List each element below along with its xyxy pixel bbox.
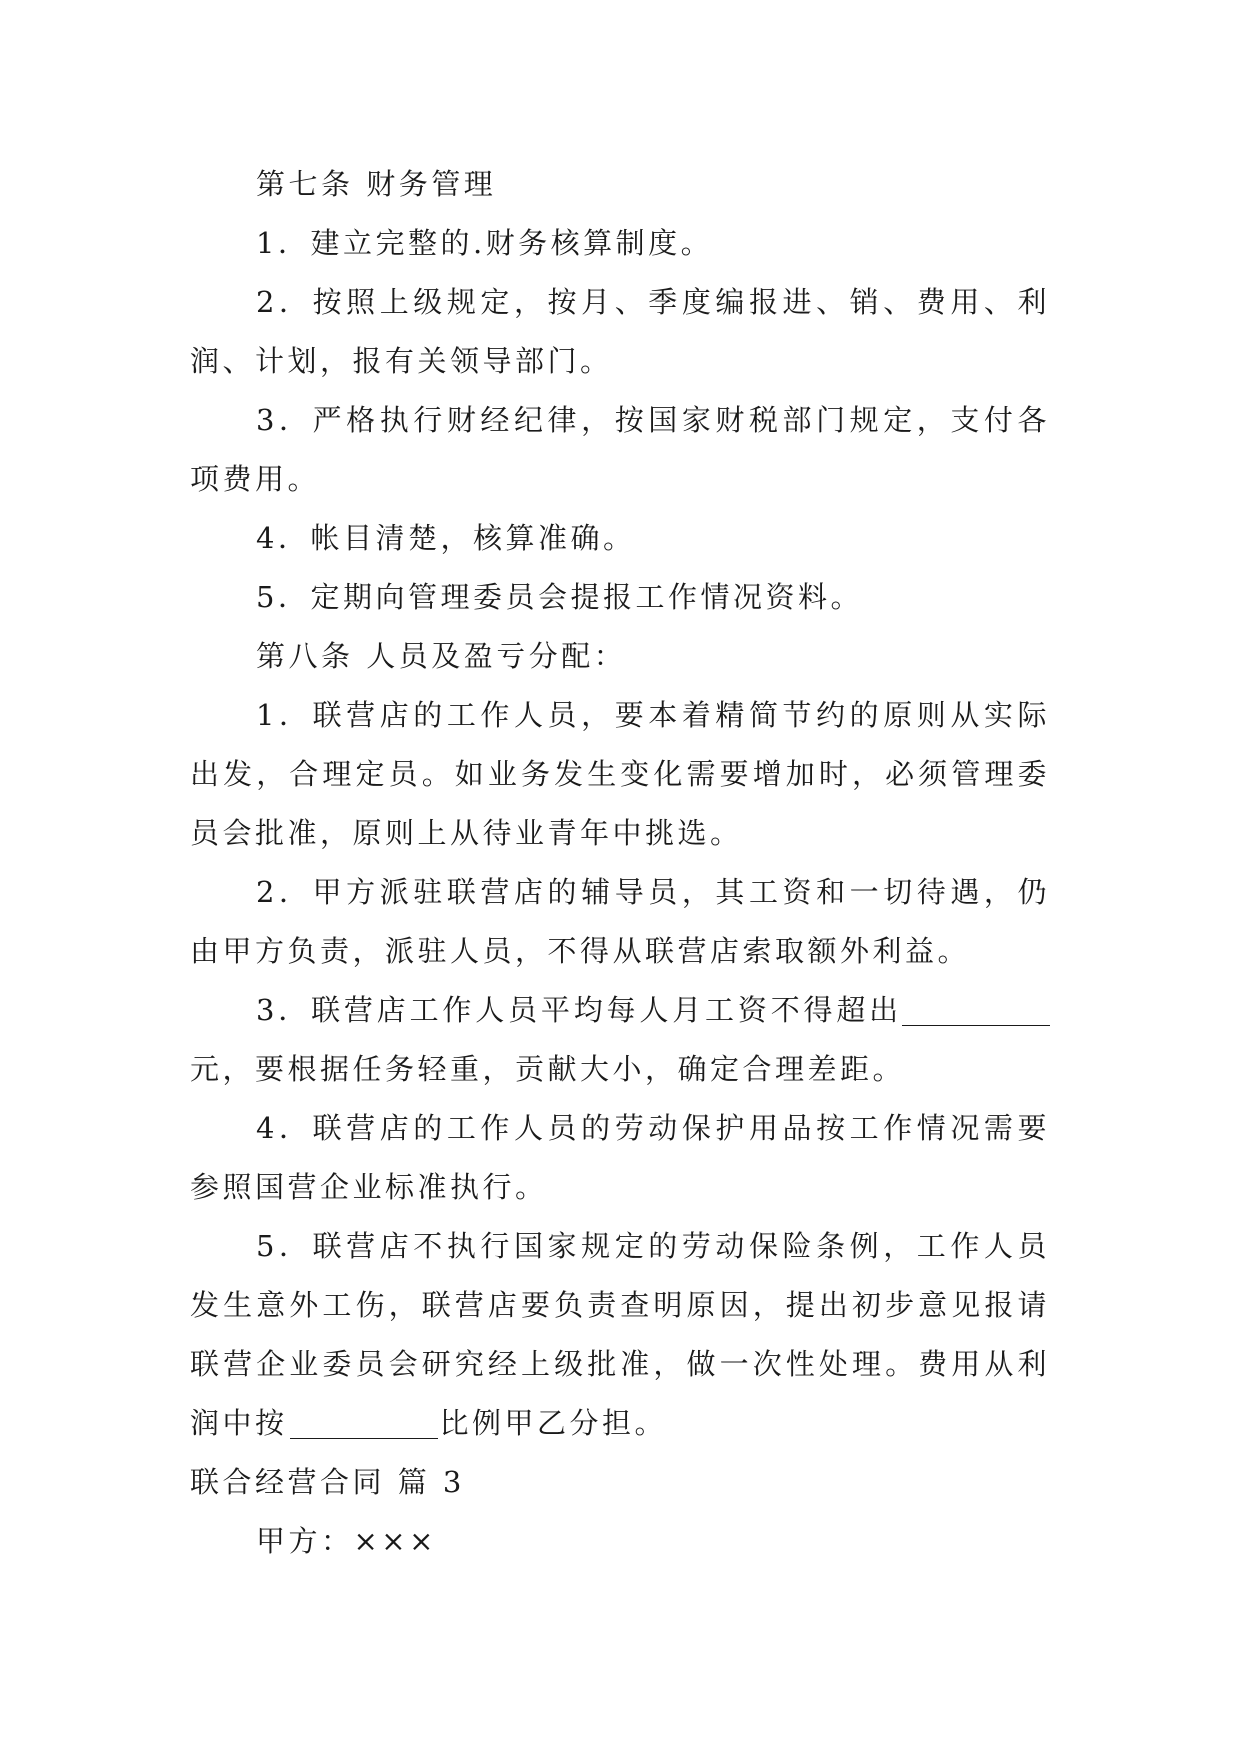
article-7-item-1: 1．建立完整的.财务核算制度。 [256,226,714,260]
article-8-item-2: 2．甲方派驻联营店的辅导员，其工资和一切待遇，仍由甲方负责，派驻人员，不得从联营店索取额外利益。 [190,875,1050,968]
ratio-blank-field[interactable] [290,1408,438,1439]
article-8-item-4: 4．联营店的工作人员的劳动保护用品按工作情况需要参照国营企业标准执行。 [190,1111,1050,1204]
article-7-item-5: 5．定期向管理委员会提报工作情况资料。 [256,580,863,614]
document-body [190,155,1050,1571]
article-8-heading: 第八条 人员及盈亏分配： [256,639,627,673]
article-8-item-5-text-before: 5．联营店不执行国家规定的劳动保险条例，工作人员发生意外工伤，联营店要负责查明原因，提出初步意见报请联营企业委员会研究经上级批准，做一次性处理。费用从利润中按 [190,1229,1050,1440]
article-8-item-3 [190,981,1050,1099]
article-8-item-3-text-before: 3．联营店工作人员平均每人月工资不得超出 [256,993,902,1027]
section-title: 联合经营合同 篇 3 [190,1465,465,1499]
article-8-item-3-text-after: 元，要根据任务轻重，贡献大小，确定合理差距。 [190,1052,906,1086]
article-8-item-5 [190,1217,1050,1453]
article-7-item-4: 4．帐目清楚，核算准确。 [256,521,636,555]
article-7-heading: 第七条 财务管理 [256,167,497,201]
article-7-item-3: 3．严格执行财经纪律，按国家财税部门规定，支付各项费用。 [190,403,1050,496]
article-8-item-1: 1．联营店的工作人员，要本着精简节约的原则从实际出发，合理定员。如业务发生变化需要增加时，必须管理委员会批准，原则上从待业青年中挑选。 [190,698,1050,850]
article-7-item-2: 2．按照上级规定，按月、季度编报进、销、费用、利润、计划，报有关领导部门。 [190,285,1050,378]
article-8-item-5-text-after: 比例甲乙分担。 [439,1406,668,1440]
party-a-line: 甲方：××× [256,1524,437,1558]
salary-blank-field[interactable] [902,995,1050,1026]
